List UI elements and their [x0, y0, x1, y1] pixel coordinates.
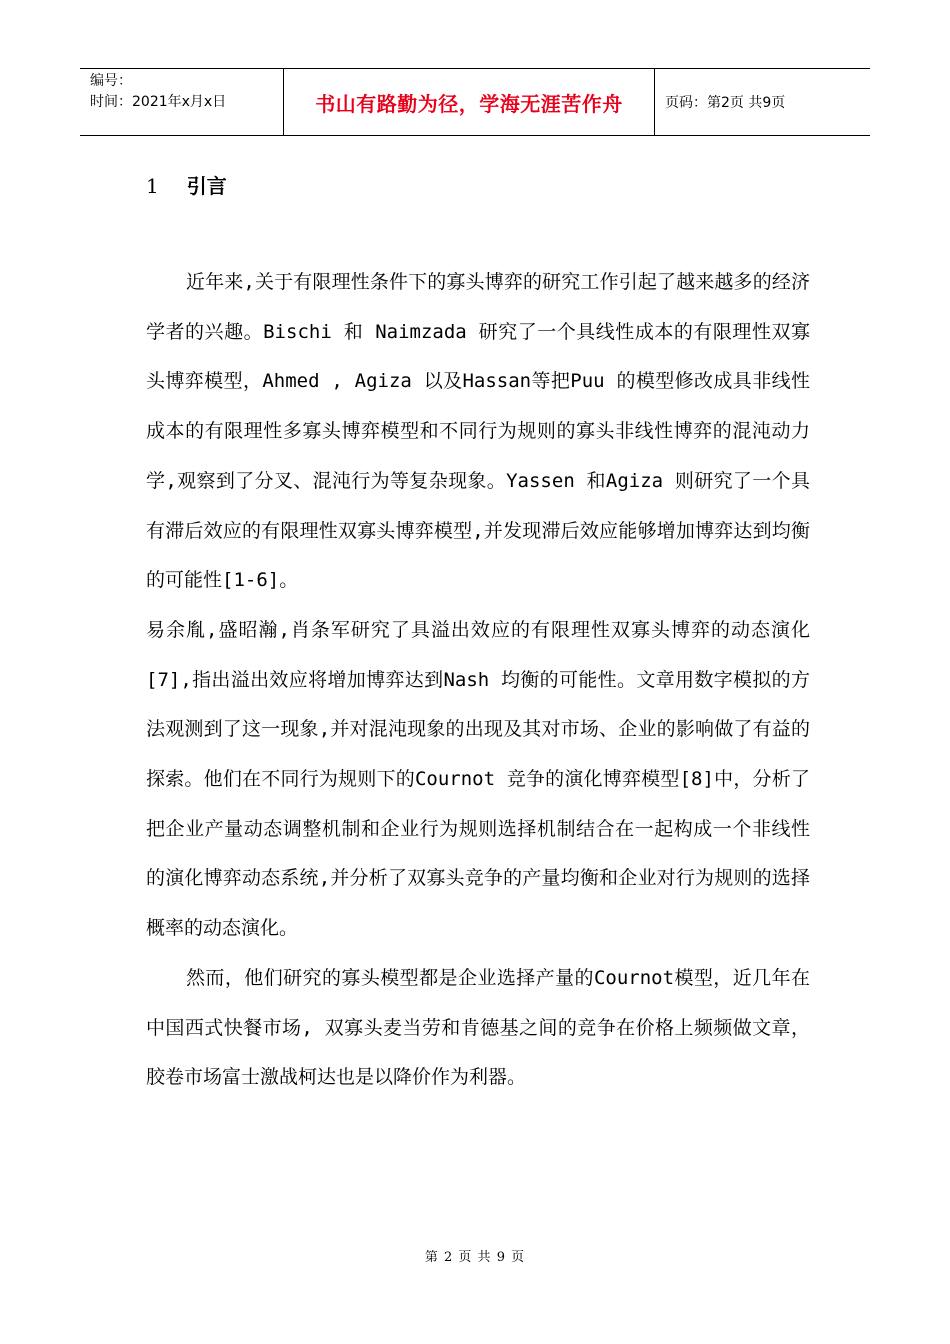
paragraph-1: 近年来,关于有限理性条件下的寡头博弈的研究工作引起了越来越多的经济学者的兴趣。Bischi 和 Naimzada 研究了一个具线性成本的有限理性双寡头博弈模型，Ahmed , Agiza 以及Hassan等把Puu 的模型修改成具非线性成本的有限理性多寡头博弈模型和不同行为规则的寡头非线性博弈的混沌动力学,观察到了分叉、混沌行为等复杂现象。Yassen 和Agiza 则研究了一个具有滞后效应的有限理性双寡头博弈模型,并发现滞后效应能够增加博弈达到均衡的可能性[1-6]。: [146, 271, 810, 592]
paragraph-2: 易余胤,盛昭瀚,肖条军研究了具溢出效应的有限理性双寡头博弈的动态演化[7],指出溢出效应将增加博弈达到Nash 均衡的可能性。文章用数字模拟的方法观测到了这一现象,并对混沌现象的出现及其对市场、企业的影响做了有益的探索。他们在不同行为规则下的Cournot 竞争的演化博弈模型[8]中，分析了把企业产量动态调整机制和企业行为规则选择机制结合在一起构成一个非线性的演化博弈动态系统,并分析了双寡头竞争的产量均衡和企业对行为规则的选择概率的动态演化。: [146, 618, 810, 940]
page-header: [80, 68, 870, 136]
header-page-info: 页码：第2页 共9页: [665, 95, 786, 111]
page-footer: 第 2 页 共 9 页: [424, 1250, 526, 1265]
paragraph-3: 然而，他们研究的寡头模型都是企业选择产量的Cournot模型，近几年在中国西式快餐市场, 双寡头麦当劳和肯德基之间的竞争在价格上频频做文章，胶卷市场富士激战柯达也是以降价作为利器。: [146, 966, 810, 1089]
header-motto: 书山有路勤为径，学海无涯苦作舟: [283, 69, 655, 135]
section-number: 1: [146, 174, 159, 198]
section-title: 引言: [186, 174, 227, 198]
header-meta: [80, 69, 283, 135]
section-heading: [146, 170, 227, 199]
article-body: [146, 258, 810, 1103]
document-number-label: 编号：: [90, 73, 132, 89]
document-time-label: 时间：2021年x月x日: [90, 94, 227, 110]
